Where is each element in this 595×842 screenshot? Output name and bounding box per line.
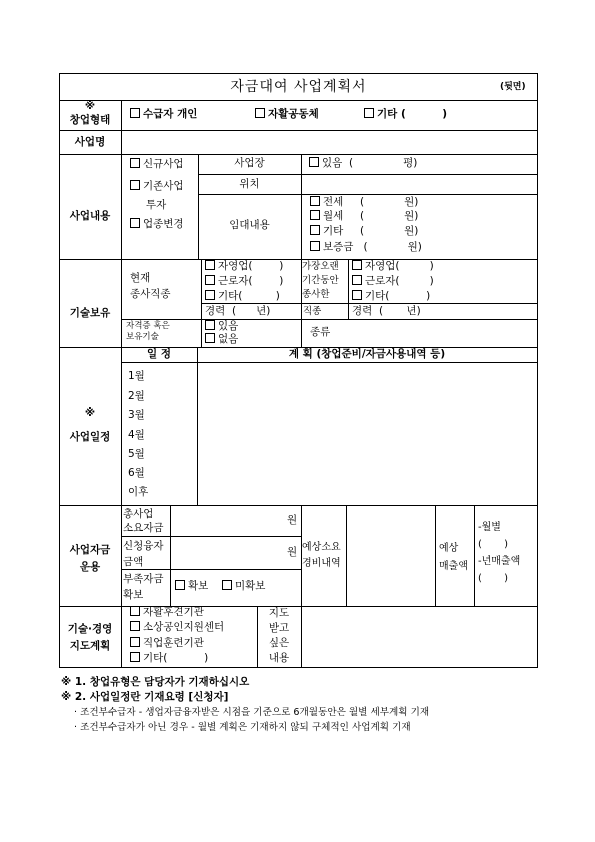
schedule-month: 1월 [128, 370, 145, 382]
checkbox-icon [255, 108, 265, 118]
guidance-org-training[interactable]: 직업훈련기관 [130, 637, 204, 650]
location-field[interactable] [303, 176, 535, 193]
note-2a: · 조건부수급자 - 생업자금융자받은 시점을 기준으로 6개월동안은 월별 세부계획 기재 [74, 707, 430, 718]
guidance-org-other[interactable]: 기타( ) [130, 652, 208, 665]
checkbox-icon [175, 580, 185, 590]
guidance-org-selfhelp[interactable]: 자활후견기관 [130, 606, 204, 619]
schedule-col-date: 일 정 [147, 348, 171, 360]
checkbox-icon [205, 260, 215, 270]
biz-type-new[interactable]: 신규사업 [130, 158, 184, 171]
recent-opt-self[interactable]: 자영업( ) [352, 260, 434, 273]
request-amount-label: 신청융자 금액 [123, 540, 164, 568]
lease-option-deposit[interactable]: 보증금 ( 원) [310, 241, 422, 254]
license-opt-yes[interactable]: 있음 [205, 320, 238, 333]
current-opt-self[interactable]: 자영업( ) [205, 260, 283, 273]
wish-label: 지도 받고 싶은 내용 [268, 607, 290, 664]
checkbox-icon [130, 218, 140, 228]
checkbox-icon [130, 652, 140, 662]
schedule-month: 5월 [128, 448, 145, 460]
job-label: 직종 [303, 306, 322, 317]
note-2: ※ 2. 사업일정란 기재요령 [신청자] [61, 691, 229, 703]
checkbox-icon [310, 241, 320, 251]
note-2b: · 조건부수급자가 아닌 경우 - 월별 계획은 기재하지 않되 구체적인 사업계획 기재 [74, 722, 411, 733]
career-a: 경력 ( 년) [205, 305, 271, 317]
checkbox-icon [130, 606, 140, 616]
checkbox-icon [130, 621, 140, 631]
checkbox-icon [310, 196, 320, 206]
kind-label: 종류 [310, 326, 331, 338]
schedule-month: 4월 [128, 429, 145, 441]
schedule-month: 2월 [128, 390, 145, 402]
sales-label: 예상 매출액 [439, 543, 468, 572]
invest-label: 투자 [146, 199, 167, 211]
checkbox-icon [205, 333, 215, 343]
lease-option-monthly[interactable]: 월세 ( 원) [310, 210, 418, 223]
biz-type-option-coop[interactable]: 자활공동체 [255, 108, 319, 121]
checkbox-icon [130, 180, 140, 190]
workplace-label: 사업장 [234, 157, 265, 169]
checkbox-icon [130, 108, 140, 118]
biz-type-option-individual[interactable]: 수급자 개인 [130, 108, 197, 121]
biz-type-label: 창업형태 [69, 114, 111, 126]
checkbox-icon [310, 210, 320, 220]
license-opt-no[interactable]: 없음 [205, 333, 238, 346]
schedule-plan-field[interactable] [199, 364, 535, 503]
biz-name-label: 사업명 [74, 136, 106, 148]
shortfall-label: 부족자금 확보 [123, 573, 164, 601]
checkbox-icon [352, 290, 362, 300]
total-fund-unit: 원 [287, 514, 298, 526]
fund-label: 사업자금 운용 [69, 544, 111, 573]
schedule-marker: ※ [84, 407, 96, 419]
sales-detail: -월별 ( ) -년매출액 ( ) [478, 522, 521, 584]
shortfall-opt-unsecured[interactable]: 미확보 [222, 580, 265, 593]
checkbox-icon [309, 157, 319, 167]
shortfall-opt-secured[interactable]: 확보 [175, 580, 208, 593]
current-opt-other[interactable]: 기타( ) [205, 290, 280, 303]
cost-detail-field[interactable] [348, 507, 434, 604]
biz-type-option-other[interactable]: 기타 ( ) [364, 108, 447, 121]
form-title: 자금대여 사업계획서 [230, 79, 367, 95]
lease-option-other[interactable]: 기타 ( 원) [310, 225, 418, 238]
checkbox-icon [130, 158, 140, 168]
checkbox-icon [205, 290, 215, 300]
license-label: 자격증 혹은 보유기술 [126, 321, 170, 342]
biz-type-change[interactable]: 업종변경 [130, 218, 184, 231]
biz-type-marker: ※ [84, 100, 96, 112]
checkbox-icon [205, 275, 215, 285]
lease-option-jeonse[interactable]: 전세 ( 원) [310, 196, 418, 209]
request-amount-unit: 원 [287, 546, 298, 558]
schedule-col-plan: 계 획 (창업준비/자금사용내역 등) [288, 348, 446, 360]
schedule-month: 3월 [128, 409, 145, 421]
current-opt-worker[interactable]: 근로자( ) [205, 275, 283, 288]
recent-job-label: 가장오랜 기간동안 종사한 [302, 261, 339, 300]
checkbox-icon [352, 260, 362, 270]
schedule-month: 6월 [128, 467, 145, 479]
checkbox-icon [130, 637, 140, 647]
note-1: ※ 1. 창업유형은 담당자가 기재하십시오 [61, 676, 250, 688]
guidance-org-smallbiz[interactable]: 소상공인지원센터 [130, 621, 224, 634]
current-job-label: 현재 종사직종 [130, 272, 171, 300]
cost-detail-label: 예상소요 경비내역 [302, 542, 341, 569]
biz-type-existing[interactable]: 기존사업 [130, 180, 184, 193]
skills-label: 기술보유 [69, 307, 111, 319]
workplace-option[interactable]: 있음 ( 평) [309, 157, 417, 170]
checkbox-icon [352, 275, 362, 285]
biz-name-field[interactable] [123, 132, 535, 152]
location-label: 위치 [239, 178, 260, 190]
schedule-month: 이후 [128, 486, 149, 498]
checkbox-icon [364, 108, 374, 118]
guidance-label: 기술·경영 지도계획 [67, 623, 113, 652]
recent-opt-other[interactable]: 기타( ) [352, 290, 430, 303]
checkbox-icon [310, 225, 320, 235]
checkbox-icon [222, 580, 232, 590]
biz-content-label: 사업내용 [69, 210, 111, 222]
side-label: (뒷면) [500, 82, 526, 92]
checkbox-icon [205, 320, 215, 330]
wish-field[interactable] [303, 608, 535, 666]
schedule-label: 사업일정 [69, 431, 111, 443]
career-b: 경력 ( 년) [352, 305, 421, 317]
recent-opt-worker[interactable]: 근로자( ) [352, 275, 434, 288]
lease-label: 임대내용 [229, 219, 270, 231]
total-fund-label: 총사업 소요자금 [123, 508, 164, 534]
